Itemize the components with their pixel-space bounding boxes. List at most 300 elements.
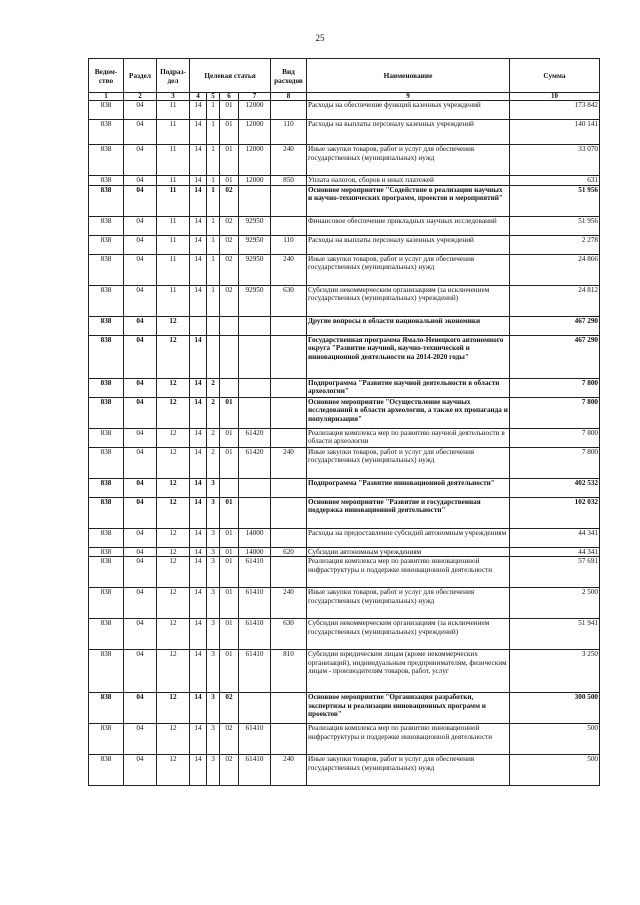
podrazdel-cell: 11 — [157, 285, 190, 316]
target-article-event-cell: 02 — [220, 254, 239, 285]
vedomstvo-cell: 838 — [89, 724, 124, 755]
vedomstvo-cell: 838 — [89, 755, 124, 786]
target-article-direction-cell: 92950 — [239, 254, 271, 285]
razdel-cell: 04 — [124, 235, 157, 254]
table-body — [89, 101, 600, 786]
expense-type-cell — [271, 557, 307, 588]
target-article-subprogram-cell — [207, 335, 220, 378]
sum-cell: 3 250 — [510, 650, 600, 693]
target-article-direction-cell: 61410 — [239, 724, 271, 755]
expense-type-cell: 630 — [271, 619, 307, 650]
table-row — [89, 335, 600, 378]
target-article-subprogram-cell: 1 — [207, 285, 220, 316]
vedomstvo-cell: 838 — [89, 185, 124, 216]
target-article-subprogram-cell: 2 — [207, 397, 220, 428]
name-cell: Реализация комплекса мер по развитию инновационной инфраструктуры и поддержке инновационной деятельности — [307, 724, 510, 755]
target-article-direction-cell — [239, 693, 271, 724]
name-cell: Подпрограмма "Развитие инновационной деятельности" — [307, 478, 510, 497]
target-article-event-cell: 02 — [220, 216, 239, 235]
name-cell: Государственная программа Ямало-Ненецкого автономного округа "Развитие научной, научно-технической и инновационной деятельности на 2014-2020 годы" — [307, 335, 510, 378]
target-article-subprogram-cell: 2 — [207, 428, 220, 447]
target-article-event-cell: 02 — [220, 285, 239, 316]
expense-type-cell — [271, 101, 307, 120]
target-article-program-cell: 14 — [190, 619, 207, 650]
expense-type-cell: 810 — [271, 650, 307, 693]
budget-table — [88, 58, 600, 786]
sum-cell: 631 — [510, 176, 600, 186]
sum-cell: 2 278 — [510, 235, 600, 254]
target-article-subprogram-cell: 1 — [207, 145, 220, 176]
target-article-event-cell: 01 — [220, 619, 239, 650]
target-article-program-cell: 14 — [190, 285, 207, 316]
expense-type-cell — [271, 185, 307, 216]
target-article-subprogram-cell: 3 — [207, 528, 220, 547]
vedomstvo-cell: 838 — [89, 447, 124, 478]
name-cell: Реализация комплекса мер по развитию научной деятельности в области археологии — [307, 428, 510, 447]
target-article-subprogram-cell: 2 — [207, 378, 220, 397]
target-article-event-cell — [220, 478, 239, 497]
target-article-event-cell — [220, 316, 239, 335]
target-article-program-cell: 14 — [190, 447, 207, 478]
target-article-direction-cell: 14000 — [239, 528, 271, 547]
header-razdel: Раздел — [124, 59, 157, 93]
name-cell: Субсидии некоммерческим организациям (за исключением государственных (муниципальных) учреждений) — [307, 285, 510, 316]
target-article-direction-cell: 61410 — [239, 755, 271, 786]
target-article-program-cell: 14 — [190, 176, 207, 186]
razdel-cell: 04 — [124, 478, 157, 497]
target-article-program-cell: 14 — [190, 755, 207, 786]
sum-cell: 51 956 — [510, 185, 600, 216]
target-article-direction-cell — [239, 316, 271, 335]
vedomstvo-cell: 838 — [89, 316, 124, 335]
name-cell: Реализация комплекса мер по развитию инновационной инфраструктуры и поддержке инновационной деятельности — [307, 557, 510, 588]
target-article-subprogram-cell: 3 — [207, 619, 220, 650]
column-number-row — [89, 93, 600, 101]
target-article-event-cell: 01 — [220, 428, 239, 447]
target-article-event-cell: 02 — [220, 185, 239, 216]
podrazdel-cell: 12 — [157, 619, 190, 650]
sum-cell: 500 — [510, 755, 600, 786]
name-cell: Подпрограмма "Развитие научной деятельности в области археологии" — [307, 378, 510, 397]
razdel-cell: 04 — [124, 101, 157, 120]
table-row — [89, 316, 600, 335]
expense-type-cell: 630 — [271, 285, 307, 316]
razdel-cell: 04 — [124, 185, 157, 216]
table-row — [89, 176, 600, 186]
target-article-event-cell: 01 — [220, 120, 239, 145]
razdel-cell: 04 — [124, 120, 157, 145]
razdel-cell: 04 — [124, 285, 157, 316]
target-article-direction-cell — [239, 478, 271, 497]
table-row — [89, 101, 600, 120]
target-article-event-cell: 01 — [220, 145, 239, 176]
target-article-program-cell: 14 — [190, 724, 207, 755]
column-number: 7 — [239, 93, 271, 101]
target-article-event-cell: 02 — [220, 724, 239, 755]
expense-type-cell: 240 — [271, 145, 307, 176]
column-number: 1 — [89, 93, 124, 101]
vedomstvo-cell: 838 — [89, 397, 124, 428]
table-row — [89, 378, 600, 397]
vedomstvo-cell: 838 — [89, 650, 124, 693]
table-row — [89, 528, 600, 547]
sum-cell: 500 — [510, 724, 600, 755]
table-row — [89, 755, 600, 786]
column-number: 8 — [271, 93, 307, 101]
name-cell: Расходы на выплаты персоналу казенных учреждений — [307, 120, 510, 145]
target-article-direction-cell: 14000 — [239, 547, 271, 557]
podrazdel-cell: 11 — [157, 185, 190, 216]
column-number: 10 — [510, 93, 600, 101]
table-row — [89, 285, 600, 316]
vedomstvo-cell: 838 — [89, 285, 124, 316]
table-row — [89, 588, 600, 619]
podrazdel-cell: 12 — [157, 650, 190, 693]
target-article-direction-cell: 61410 — [239, 650, 271, 693]
sum-cell: 57 691 — [510, 557, 600, 588]
target-article-subprogram-cell: 3 — [207, 755, 220, 786]
target-article-event-cell: 01 — [220, 397, 239, 428]
expense-type-cell — [271, 528, 307, 547]
razdel-cell: 04 — [124, 428, 157, 447]
expense-type-cell: 240 — [271, 755, 307, 786]
vedomstvo-cell: 838 — [89, 497, 124, 528]
sum-cell: 7 800 — [510, 378, 600, 397]
target-article-program-cell — [190, 316, 207, 335]
target-article-program-cell: 14 — [190, 216, 207, 235]
name-cell: Субсидии автономным учреждениям — [307, 547, 510, 557]
podrazdel-cell: 11 — [157, 120, 190, 145]
podrazdel-cell: 12 — [157, 528, 190, 547]
target-article-subprogram-cell: 1 — [207, 101, 220, 120]
razdel-cell: 04 — [124, 316, 157, 335]
target-article-event-cell: 01 — [220, 650, 239, 693]
column-number: 6 — [220, 93, 239, 101]
razdel-cell: 04 — [124, 254, 157, 285]
target-article-event-cell: 01 — [220, 447, 239, 478]
podrazdel-cell: 12 — [157, 724, 190, 755]
target-article-direction-cell: 12000 — [239, 120, 271, 145]
table-row — [89, 497, 600, 528]
target-article-subprogram-cell: 3 — [207, 650, 220, 693]
target-article-event-cell — [220, 335, 239, 378]
target-article-event-cell: 02 — [220, 693, 239, 724]
target-article-direction-cell: 61420 — [239, 428, 271, 447]
target-article-program-cell: 14 — [190, 185, 207, 216]
target-article-program-cell: 14 — [190, 397, 207, 428]
name-cell: Расходы на предоставление субсидий автономным учреждениям — [307, 528, 510, 547]
vedomstvo-cell: 838 — [89, 101, 124, 120]
expense-type-cell: 620 — [271, 547, 307, 557]
target-article-direction-cell — [239, 378, 271, 397]
name-cell: Основное мероприятие "Содействие в реализации научных и научно-технических программ, проектов и мероприятий" — [307, 185, 510, 216]
razdel-cell: 04 — [124, 145, 157, 176]
name-cell: Уплата налогов, сборов и иных платежей — [307, 176, 510, 186]
podrazdel-cell: 12 — [157, 497, 190, 528]
name-cell: Субсидии юридическим лицам (кроме некоммерческих организаций), индивидуальным предпринимателям, физическим лицам - производителям товаров, работ, услуг — [307, 650, 510, 693]
target-article-direction-cell — [239, 185, 271, 216]
podrazdel-cell: 12 — [157, 447, 190, 478]
vedomstvo-cell: 838 — [89, 254, 124, 285]
expense-type-cell — [271, 724, 307, 755]
expense-type-cell — [271, 335, 307, 378]
razdel-cell: 04 — [124, 650, 157, 693]
razdel-cell: 04 — [124, 335, 157, 378]
podrazdel-cell: 12 — [157, 397, 190, 428]
vedomstvo-cell: 838 — [89, 557, 124, 588]
target-article-direction-cell — [239, 335, 271, 378]
target-article-direction-cell: 61410 — [239, 619, 271, 650]
name-cell: Субсидии некоммерческим организациям (за исключением государственных (муниципальных) учреждений) — [307, 619, 510, 650]
name-cell: Иные закупки товаров, работ и услуг для обеспечения государственных (муниципальных) нужд — [307, 145, 510, 176]
razdel-cell: 04 — [124, 216, 157, 235]
target-article-subprogram-cell: 1 — [207, 254, 220, 285]
vedomstvo-cell: 838 — [89, 619, 124, 650]
expense-type-cell — [271, 497, 307, 528]
target-article-program-cell: 14 — [190, 588, 207, 619]
name-cell: Основное мероприятие "Развитие и государственная поддержка инновационной деятельности" — [307, 497, 510, 528]
target-article-program-cell: 14 — [190, 335, 207, 378]
header-podrazdel: Подраз-дел — [157, 59, 190, 93]
razdel-cell: 04 — [124, 378, 157, 397]
target-article-program-cell: 14 — [190, 528, 207, 547]
target-article-event-cell: 01 — [220, 547, 239, 557]
target-article-subprogram-cell: 3 — [207, 724, 220, 755]
target-article-subprogram-cell: 1 — [207, 120, 220, 145]
podrazdel-cell: 12 — [157, 588, 190, 619]
expense-type-cell: 240 — [271, 588, 307, 619]
target-article-event-cell: 01 — [220, 528, 239, 547]
sum-cell: 51 941 — [510, 619, 600, 650]
vedomstvo-cell: 838 — [89, 120, 124, 145]
target-article-event-cell: 01 — [220, 497, 239, 528]
sum-cell: 467 290 — [510, 335, 600, 378]
target-article-event-cell: 01 — [220, 101, 239, 120]
expense-type-cell: 850 — [271, 176, 307, 186]
vedomstvo-cell: 838 — [89, 693, 124, 724]
vedomstvo-cell: 838 — [89, 235, 124, 254]
vedomstvo-cell: 838 — [89, 216, 124, 235]
sum-cell: 173 842 — [510, 101, 600, 120]
table-row — [89, 724, 600, 755]
column-number: 4 — [190, 93, 207, 101]
target-article-program-cell: 14 — [190, 428, 207, 447]
table-row — [89, 145, 600, 176]
column-number: 2 — [124, 93, 157, 101]
razdel-cell: 04 — [124, 397, 157, 428]
sum-cell: 44 341 — [510, 547, 600, 557]
razdel-cell: 04 — [124, 588, 157, 619]
expense-type-cell — [271, 397, 307, 428]
name-cell: Основное мероприятие "Организация разработки, экспертизы и реализации инновационных программ и проектов" — [307, 693, 510, 724]
target-article-direction-cell: 12000 — [239, 145, 271, 176]
header-vedomstvo: Ведом-ство — [89, 59, 124, 93]
name-cell: Расходы на обеспечение функций казенных учреждений — [307, 101, 510, 120]
vedomstvo-cell: 838 — [89, 478, 124, 497]
column-number: 9 — [307, 93, 510, 101]
sum-cell: 402 532 — [510, 478, 600, 497]
target-article-direction-cell: 61410 — [239, 557, 271, 588]
sum-cell: 24 812 — [510, 285, 600, 316]
name-cell: Основное мероприятие "Осуществление научных исследований в области археологии, а также их пропаганда и популяризация" — [307, 397, 510, 428]
target-article-subprogram-cell: 1 — [207, 176, 220, 186]
expense-type-cell: 240 — [271, 447, 307, 478]
expense-type-cell — [271, 316, 307, 335]
header-target-article: Целевая статья — [190, 59, 271, 93]
sum-cell: 7 800 — [510, 428, 600, 447]
target-article-event-cell: 02 — [220, 755, 239, 786]
table-row — [89, 428, 600, 447]
vedomstvo-cell: 838 — [89, 588, 124, 619]
razdel-cell: 04 — [124, 447, 157, 478]
target-article-subprogram-cell: 3 — [207, 478, 220, 497]
vedomstvo-cell: 838 — [89, 176, 124, 186]
target-article-program-cell: 14 — [190, 693, 207, 724]
vedomstvo-cell: 838 — [89, 428, 124, 447]
podrazdel-cell: 12 — [157, 428, 190, 447]
podrazdel-cell: 11 — [157, 254, 190, 285]
header-name: Наименование — [307, 59, 510, 93]
table-row — [89, 120, 600, 145]
target-article-direction-cell: 61410 — [239, 588, 271, 619]
podrazdel-cell: 12 — [157, 335, 190, 378]
target-article-direction-cell: 61420 — [239, 447, 271, 478]
expense-type-cell — [271, 693, 307, 724]
target-article-subprogram-cell: 3 — [207, 547, 220, 557]
podrazdel-cell: 11 — [157, 145, 190, 176]
target-article-subprogram-cell: 1 — [207, 235, 220, 254]
target-article-direction-cell: 92950 — [239, 216, 271, 235]
name-cell: Иные закупки товаров, работ и услуг для обеспечения государственных (муниципальных) нужд — [307, 588, 510, 619]
name-cell: Финансовое обеспечение прикладных научных исследований — [307, 216, 510, 235]
target-article-program-cell: 14 — [190, 101, 207, 120]
expense-type-cell: 110 — [271, 235, 307, 254]
name-cell: Расходы на выплаты персоналу казенных учреждений — [307, 235, 510, 254]
column-number: 5 — [207, 93, 220, 101]
razdel-cell: 04 — [124, 755, 157, 786]
header-row — [89, 59, 600, 93]
razdel-cell: 04 — [124, 497, 157, 528]
podrazdel-cell: 12 — [157, 478, 190, 497]
target-article-subprogram-cell: 3 — [207, 588, 220, 619]
target-article-event-cell — [220, 378, 239, 397]
target-article-program-cell: 14 — [190, 254, 207, 285]
table-row — [89, 185, 600, 216]
table-row — [89, 547, 600, 557]
table-row — [89, 478, 600, 497]
target-article-event-cell: 02 — [220, 235, 239, 254]
razdel-cell: 04 — [124, 528, 157, 547]
target-article-event-cell: 01 — [220, 176, 239, 186]
target-article-subprogram-cell: 3 — [207, 693, 220, 724]
table-row — [89, 235, 600, 254]
target-article-event-cell: 01 — [220, 588, 239, 619]
target-article-program-cell: 14 — [190, 378, 207, 397]
target-article-subprogram-cell: 3 — [207, 497, 220, 528]
expense-type-cell: 110 — [271, 120, 307, 145]
target-article-program-cell: 14 — [190, 478, 207, 497]
razdel-cell: 04 — [124, 619, 157, 650]
podrazdel-cell: 12 — [157, 755, 190, 786]
expense-type-cell — [271, 216, 307, 235]
podrazdel-cell: 12 — [157, 316, 190, 335]
target-article-event-cell: 01 — [220, 557, 239, 588]
name-cell: Иные закупки товаров, работ и услуг для обеспечения государственных (муниципальных) нужд — [307, 755, 510, 786]
razdel-cell: 04 — [124, 547, 157, 557]
page-number: 25 — [315, 33, 325, 43]
target-article-direction-cell — [239, 397, 271, 428]
expense-type-cell — [271, 478, 307, 497]
table-row — [89, 693, 600, 724]
target-article-program-cell: 14 — [190, 120, 207, 145]
sum-cell: 102 032 — [510, 497, 600, 528]
sum-cell: 51 956 — [510, 216, 600, 235]
target-article-program-cell: 14 — [190, 557, 207, 588]
target-article-program-cell: 14 — [190, 497, 207, 528]
sum-cell: 2 500 — [510, 588, 600, 619]
table-row — [89, 216, 600, 235]
razdel-cell: 04 — [124, 724, 157, 755]
sum-cell: 467 290 — [510, 316, 600, 335]
sum-cell: 33 070 — [510, 145, 600, 176]
target-article-subprogram-cell — [207, 316, 220, 335]
vedomstvo-cell: 838 — [89, 528, 124, 547]
vedomstvo-cell: 838 — [89, 378, 124, 397]
table-row — [89, 557, 600, 588]
expense-type-cell — [271, 428, 307, 447]
podrazdel-cell: 11 — [157, 216, 190, 235]
target-article-direction-cell: 12000 — [239, 176, 271, 186]
expense-type-cell: 240 — [271, 254, 307, 285]
target-article-subprogram-cell: 3 — [207, 557, 220, 588]
table-row — [89, 254, 600, 285]
header-expense-type: Вид расходов — [271, 59, 307, 93]
sum-cell: 7 800 — [510, 447, 600, 478]
target-article-subprogram-cell: 1 — [207, 185, 220, 216]
target-article-program-cell: 14 — [190, 547, 207, 557]
name-cell: Иные закупки товаров, работ и услуг для обеспечения государственных (муниципальных) нужд — [307, 447, 510, 478]
target-article-program-cell: 14 — [190, 650, 207, 693]
sum-cell: 7 800 — [510, 397, 600, 428]
name-cell: Иные закупки товаров, работ и услуг для обеспечения государственных (муниципальных) нужд — [307, 254, 510, 285]
target-article-program-cell: 14 — [190, 145, 207, 176]
target-article-direction-cell: 12000 — [239, 101, 271, 120]
header-sum: Сумма — [510, 59, 600, 93]
podrazdel-cell: 12 — [157, 693, 190, 724]
name-cell: Другие вопросы в области национальной экономики — [307, 316, 510, 335]
podrazdel-cell: 11 — [157, 101, 190, 120]
vedomstvo-cell: 838 — [89, 547, 124, 557]
sum-cell: 44 341 — [510, 528, 600, 547]
razdel-cell: 04 — [124, 176, 157, 186]
vedomstvo-cell: 838 — [89, 145, 124, 176]
table-row — [89, 447, 600, 478]
table-row — [89, 650, 600, 693]
razdel-cell: 04 — [124, 557, 157, 588]
podrazdel-cell: 11 — [157, 176, 190, 186]
sum-cell: 24 866 — [510, 254, 600, 285]
expense-type-cell — [271, 378, 307, 397]
target-article-direction-cell — [239, 497, 271, 528]
target-article-direction-cell: 92950 — [239, 285, 271, 316]
podrazdel-cell: 12 — [157, 378, 190, 397]
podrazdel-cell: 12 — [157, 547, 190, 557]
razdel-cell: 04 — [124, 693, 157, 724]
podrazdel-cell: 11 — [157, 235, 190, 254]
sum-cell: 300 500 — [510, 693, 600, 724]
target-article-program-cell: 14 — [190, 235, 207, 254]
column-number: 3 — [157, 93, 190, 101]
